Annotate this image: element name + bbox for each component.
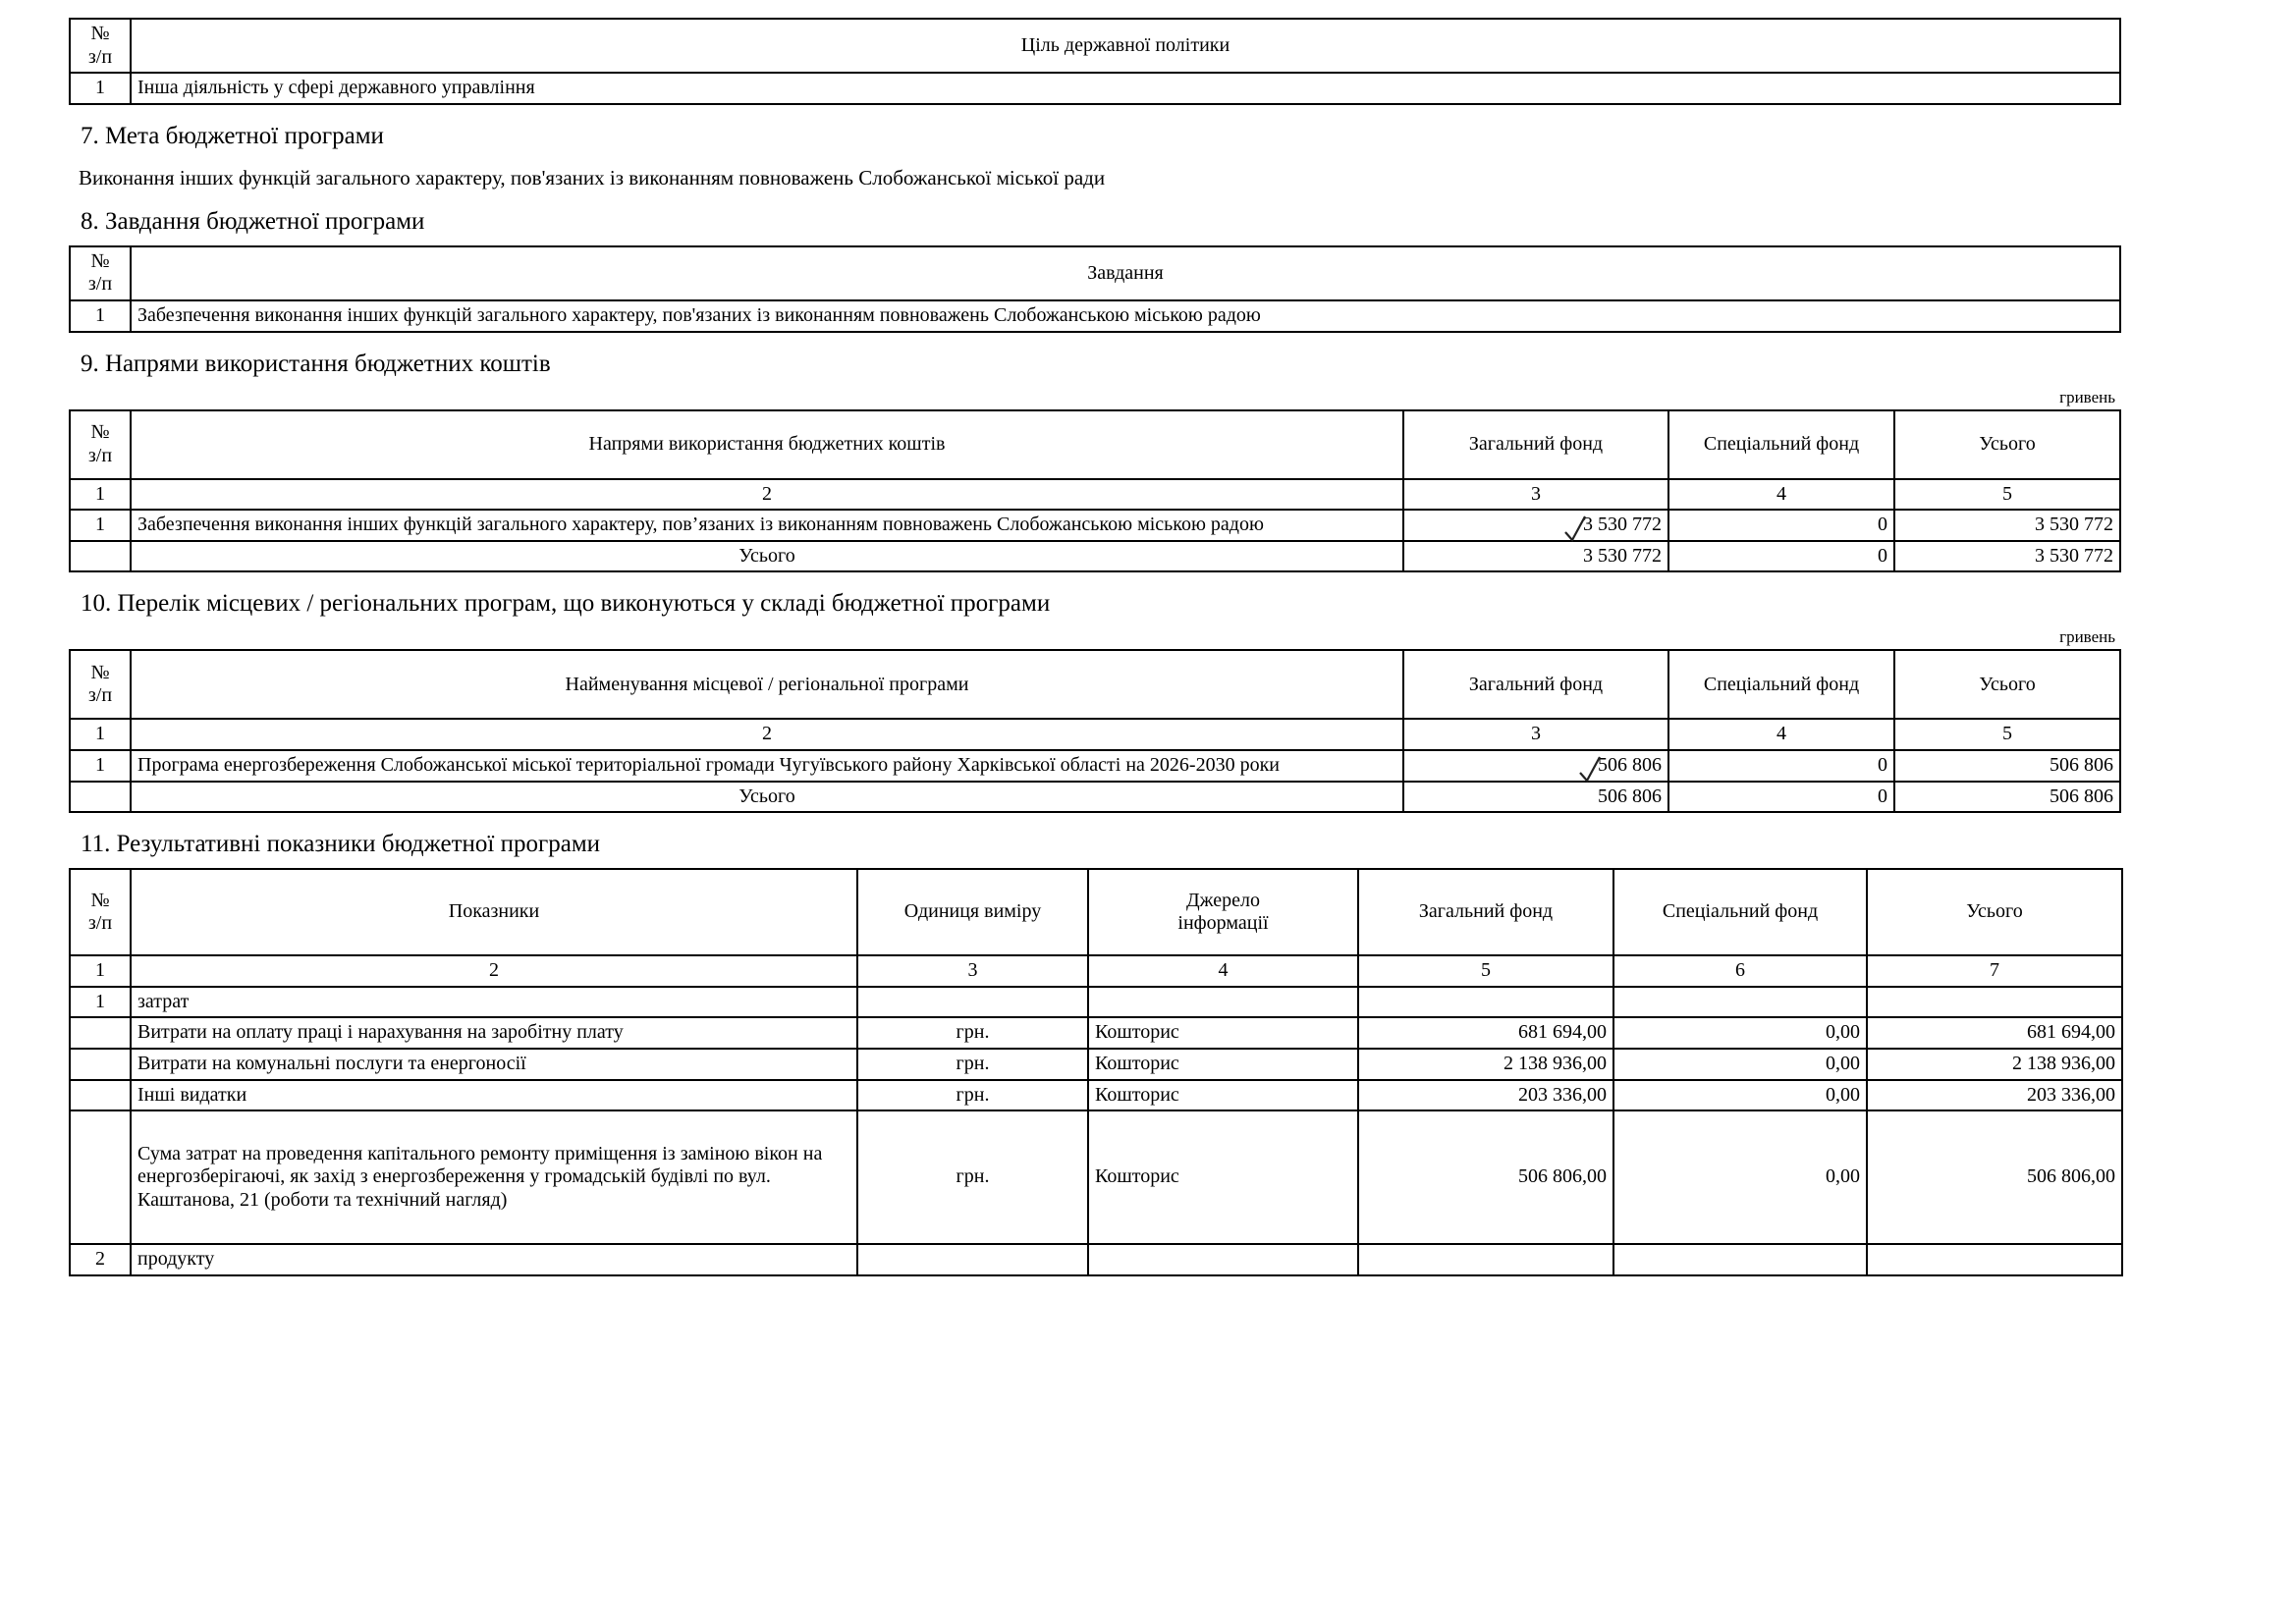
row-goal: Інша діяльність у сфері державного управління <box>131 73 2120 104</box>
row-general-fund <box>1358 987 1613 1018</box>
table-header-row <box>70 246 2120 300</box>
col-index-2: 2 <box>131 955 857 987</box>
row-total: 506 806,00 <box>1867 1110 2122 1244</box>
row-special-fund <box>1613 987 1867 1018</box>
header-total: Усього <box>1867 869 2122 955</box>
row-source <box>1088 1244 1358 1275</box>
total-total: 506 806 <box>1894 782 2120 813</box>
col-index-4: 4 <box>1668 479 1894 511</box>
row-number <box>70 1110 131 1244</box>
row-total <box>1867 987 2122 1018</box>
header-number-line2: з/п <box>87 273 113 296</box>
section-7-text: Виконання інших функцій загального характеру, пов'язаних із виконанням повноважень Слобожанської міської ради <box>79 165 1106 189</box>
row-unit <box>857 987 1088 1018</box>
tasks-table <box>69 245 2121 333</box>
total-general-fund: 3 530 772 <box>1403 541 1668 572</box>
col-index-1: 1 <box>70 955 131 987</box>
section-9-title: 9. Напрями використання бюджетних коштів <box>81 350 551 377</box>
header-number-cell <box>70 869 131 955</box>
section-9-units-label: гривень <box>2059 387 2115 406</box>
total-special-fund: 0 <box>1668 782 1894 813</box>
row-number: 1 <box>70 987 131 1018</box>
goal-table <box>69 18 2121 105</box>
col-index-2: 2 <box>131 479 1403 511</box>
col-index-2: 2 <box>131 719 1403 750</box>
header-number-line2: з/п <box>87 45 113 68</box>
row-total: 2 138 936,00 <box>1867 1049 2122 1080</box>
row-indicator: Витрати на оплату праці і нарахування на заробітну плату <box>131 1017 857 1049</box>
section-8-title: 8. Завдання бюджетної програми <box>81 207 425 235</box>
table-row <box>70 1244 2122 1275</box>
row-general-fund: 2 138 936,00 <box>1358 1049 1613 1080</box>
header-general-fund: Загальний фонд <box>1403 650 1668 719</box>
row-unit: грн. <box>857 1049 1088 1080</box>
row-special-fund: 0 <box>1668 750 1894 782</box>
row-special-fund <box>1613 1244 1867 1275</box>
row-number: 1 <box>70 750 131 782</box>
row-indicator: Витрати на комунальні послуги та енергоносії <box>131 1049 857 1080</box>
column-number-row <box>70 955 2122 987</box>
col-index-3: 3 <box>1403 719 1668 750</box>
total-general-fund: 506 806 <box>1403 782 1668 813</box>
row-indicator: Інші видатки <box>131 1080 857 1111</box>
col-index-1: 1 <box>70 479 131 511</box>
table-header-row <box>70 410 2120 479</box>
row-number <box>70 1049 131 1080</box>
col-index-5: 5 <box>1894 719 2120 750</box>
row-source: Кошторис <box>1088 1017 1358 1049</box>
col-index-6: 6 <box>1613 955 1867 987</box>
header-special-fund: Спеціальний фонд <box>1613 869 1867 955</box>
row-special-fund: 0,00 <box>1613 1080 1867 1111</box>
header-goal-cell: Ціль державної політики <box>131 19 2120 73</box>
table-row <box>70 1080 2122 1111</box>
row-number <box>70 1080 131 1111</box>
col-index-5: 5 <box>1894 479 2120 511</box>
table-row <box>70 1110 2122 1244</box>
row-general-fund-value: 506 806 <box>1598 753 1662 776</box>
row-general-fund: 203 336,00 <box>1358 1080 1613 1111</box>
row-general-fund: 681 694,00 <box>1358 1017 1613 1049</box>
row-total: 506 806 <box>1894 750 2120 782</box>
header-number-cell <box>70 246 131 300</box>
row-general-fund <box>1403 510 1668 541</box>
row-direction: Забезпечення виконання інших функцій загального характеру, пов’язаних із виконанням повноважень Слобожанською міською радою <box>131 510 1403 541</box>
budget-directions-table <box>69 409 2121 573</box>
row-total: 681 694,00 <box>1867 1017 2122 1049</box>
column-number-row <box>70 479 2120 511</box>
row-general-fund <box>1403 750 1668 782</box>
section-10-title: 10. Перелік місцевих / регіональних програм, що виконуються у складі бюджетної програми <box>81 590 1051 618</box>
table-total-row <box>70 541 2120 572</box>
row-total: 203 336,00 <box>1867 1080 2122 1111</box>
row-indicator: Сума затрат на проведення капітального ремонту приміщення із заміною вікон на енергозберігаючі, як захід з енергозбереження у громадській будівлі по вул. Каштанова, 21 (роботи та технічний нагляд) <box>131 1110 857 1244</box>
row-source: Кошторис <box>1088 1110 1358 1244</box>
table-total-row <box>70 782 2120 813</box>
row-total <box>1867 1244 2122 1275</box>
row-general-fund-value: 3 530 772 <box>1583 514 1662 536</box>
col-index-1: 1 <box>70 719 131 750</box>
section-7-title: 7. Мета бюджетної програми <box>81 122 384 149</box>
col-index-5: 5 <box>1358 955 1613 987</box>
col-index-4: 4 <box>1088 955 1358 987</box>
column-number-row <box>70 719 2120 750</box>
table-row <box>70 510 2120 541</box>
section-11-title: 11. Результативні показники бюджетної програми <box>81 831 601 858</box>
section-10-units-label: гривень <box>2059 627 2115 647</box>
header-source <box>1088 869 1358 955</box>
header-task-cell: Завдання <box>131 246 2120 300</box>
regional-programs-table <box>69 649 2121 813</box>
col-index-3: 3 <box>1403 479 1668 511</box>
row-number <box>70 1017 131 1049</box>
row-indicator: продукту <box>131 1244 857 1275</box>
row-total: 3 530 772 <box>1894 510 2120 541</box>
header-special-fund: Спеціальний фонд <box>1668 650 1894 719</box>
header-directions: Напрями використання бюджетних коштів <box>131 410 1403 479</box>
table-header-row <box>70 869 2122 955</box>
header-source-line1: Джерело <box>1186 889 1260 911</box>
header-unit: Одиниця виміру <box>857 869 1088 955</box>
header-indicators: Показники <box>131 869 857 955</box>
total-label: Усього <box>131 782 1403 813</box>
total-row-number <box>70 782 131 813</box>
performance-indicators-table <box>69 868 2123 1276</box>
row-special-fund: 0,00 <box>1613 1049 1867 1080</box>
table-row <box>70 987 2122 1018</box>
row-program-name: Програма енергозбереження Слобожанської міської територіальної громади Чугуївського району Харківської області на 2026-2030 роки <box>131 750 1403 782</box>
table-row <box>70 1049 2122 1080</box>
header-number-line2: з/п <box>87 444 113 466</box>
header-number-line2: з/п <box>87 912 113 935</box>
header-number-line1: № <box>90 420 110 443</box>
col-index-4: 4 <box>1668 719 1894 750</box>
header-number-line1: № <box>90 889 110 911</box>
row-number: 1 <box>70 300 131 332</box>
header-number-line1: № <box>90 661 110 683</box>
document-content <box>69 18 2121 1276</box>
header-number-line1: № <box>90 23 110 44</box>
table-header-row <box>70 19 2120 73</box>
total-label: Усього <box>131 541 1403 572</box>
header-total: Усього <box>1894 410 2120 479</box>
row-general-fund: 506 806,00 <box>1358 1110 1613 1244</box>
row-unit: грн. <box>857 1110 1088 1244</box>
row-source: Кошторис <box>1088 1049 1358 1080</box>
row-number: 1 <box>70 73 131 104</box>
row-indicator: затрат <box>131 987 857 1018</box>
table-header-row <box>70 650 2120 719</box>
col-index-7: 7 <box>1867 955 2122 987</box>
header-number-cell <box>70 410 131 479</box>
header-number-cell <box>70 650 131 719</box>
row-unit <box>857 1244 1088 1275</box>
header-program-name: Найменування місцевої / регіональної програми <box>131 650 1403 719</box>
row-number: 1 <box>70 510 131 541</box>
row-special-fund: 0 <box>1668 510 1894 541</box>
total-total: 3 530 772 <box>1894 541 2120 572</box>
header-total: Усього <box>1894 650 2120 719</box>
table-row <box>70 750 2120 782</box>
header-source-line2: інформації <box>1177 912 1269 935</box>
row-special-fund: 0,00 <box>1613 1017 1867 1049</box>
row-number: 2 <box>70 1244 131 1275</box>
table-row <box>70 1017 2122 1049</box>
row-task: Забезпечення виконання інших функцій загального характеру, пов'язаних із виконанням повноважень Слобожанською міською радою <box>131 300 2120 332</box>
table-row <box>70 300 2120 332</box>
row-unit: грн. <box>857 1080 1088 1111</box>
total-special-fund: 0 <box>1668 541 1894 572</box>
row-source: Кошторис <box>1088 1080 1358 1111</box>
row-source <box>1088 987 1358 1018</box>
row-special-fund: 0,00 <box>1613 1110 1867 1244</box>
header-general-fund: Загальний фонд <box>1403 410 1668 479</box>
total-row-number <box>70 541 131 572</box>
header-number-line2: з/п <box>87 684 113 707</box>
header-special-fund: Спеціальний фонд <box>1668 410 1894 479</box>
header-number-cell <box>70 19 131 73</box>
header-general-fund: Загальний фонд <box>1358 869 1613 955</box>
col-index-3: 3 <box>857 955 1088 987</box>
table-row <box>70 73 2120 104</box>
row-general-fund <box>1358 1244 1613 1275</box>
row-unit: грн. <box>857 1017 1088 1049</box>
header-number-line1: № <box>90 249 110 272</box>
